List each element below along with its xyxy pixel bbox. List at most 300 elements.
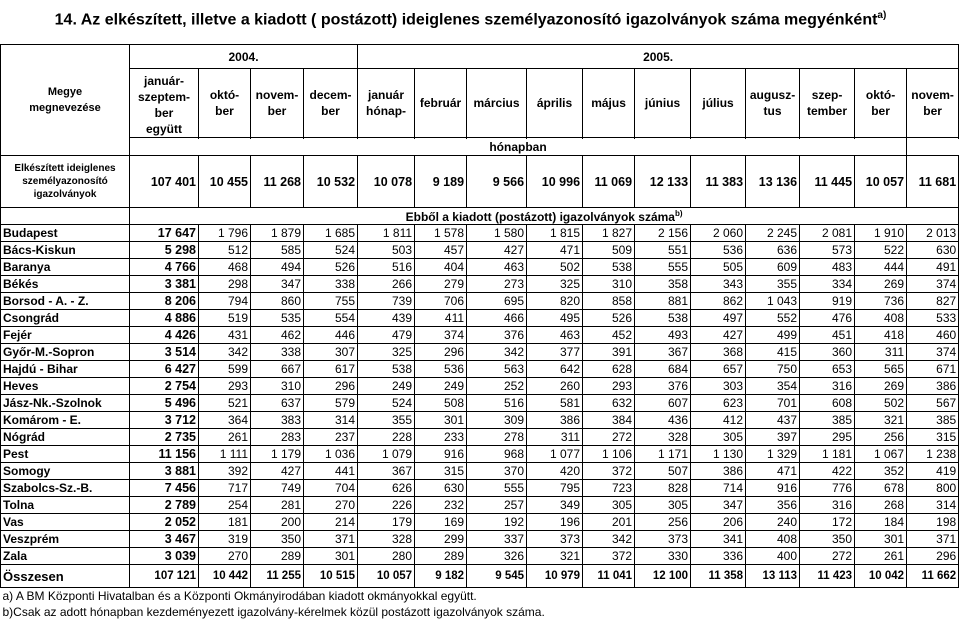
county-row-cell: 714 (691, 480, 746, 497)
made-value-cell: 107 401 (130, 156, 199, 208)
county-row-cell: 563 (467, 361, 527, 378)
county-row-cell: 536 (415, 361, 467, 378)
county-row-cell: 326 (467, 548, 527, 565)
county-row-cell: 196 (527, 514, 583, 531)
county-row-cell: 881 (635, 293, 691, 310)
county-row-cell: 296 (415, 344, 467, 361)
county-row-cell: 198 (907, 514, 959, 531)
county-row-cell: 309 (467, 412, 527, 429)
county-row-cell: 386 (691, 463, 746, 480)
county-row-cell: 2 060 (691, 225, 746, 242)
county-row-cell: 2 754 (130, 378, 199, 395)
county-row-cell: 567 (907, 395, 959, 412)
county-row-cell: 446 (304, 327, 358, 344)
total-row (1, 565, 959, 588)
county-row-cell: 2 735 (130, 429, 199, 446)
county-row-cell: 272 (583, 429, 635, 446)
county-row-label: Szabolcs-Sz.-B. (1, 480, 130, 497)
county-row-cell: 261 (199, 429, 251, 446)
county-row-cell: 358 (635, 276, 691, 293)
county-row-cell: 384 (583, 412, 635, 429)
county-row (1, 429, 959, 446)
county-row-cell: 4 426 (130, 327, 199, 344)
county-row-cell: 307 (304, 344, 358, 361)
county-row-cell: 350 (251, 531, 304, 548)
county-row-cell: 270 (304, 497, 358, 514)
made-label-line2: személyazonosító (22, 176, 108, 187)
county-row-cell: 585 (251, 242, 304, 259)
county-row-cell: 5 298 (130, 242, 199, 259)
honapban-header: hónapban (130, 138, 907, 156)
county-row-cell: 671 (907, 361, 959, 378)
county-row-cell: 739 (358, 293, 415, 310)
county-row (1, 531, 959, 548)
county-row-cell: 201 (583, 514, 635, 531)
county-row-cell: 776 (800, 480, 855, 497)
county-row-cell: 516 (467, 395, 527, 412)
county-row-cell: 377 (527, 344, 583, 361)
county-row-cell: 316 (800, 497, 855, 514)
county-row-cell: 386 (527, 412, 583, 429)
county-row-cell: 493 (635, 327, 691, 344)
county-row-cell: 404 (415, 259, 467, 276)
county-row-cell: 373 (527, 531, 583, 548)
made-value-cell: 10 996 (527, 156, 583, 208)
county-row-cell: 200 (251, 514, 304, 531)
county-row-cell: 521 (199, 395, 251, 412)
county-row-cell: 296 (907, 548, 959, 565)
county-row-cell: 392 (199, 463, 251, 480)
made-value-cell: 10 057 (855, 156, 907, 208)
county-row (1, 378, 959, 395)
county-header-line1: Megye (47, 86, 83, 98)
county-row-cell: 828 (635, 480, 691, 497)
county-row-cell: 462 (251, 327, 304, 344)
county-row-cell: 565 (855, 361, 907, 378)
county-row-cell: 632 (583, 395, 635, 412)
county-row (1, 293, 959, 310)
county-row-cell: 524 (304, 242, 358, 259)
county-row-cell: 376 (467, 327, 527, 344)
county-row (1, 514, 959, 531)
county-row-cell: 350 (800, 531, 855, 548)
county-row-cell: 678 (855, 480, 907, 497)
county-row (1, 497, 959, 514)
county-row-cell: 642 (527, 361, 583, 378)
county-row-cell: 355 (358, 412, 415, 429)
county-row-cell: 310 (251, 378, 304, 395)
county-row-cell: 436 (635, 412, 691, 429)
county-row (1, 276, 959, 293)
county-row-cell: 497 (691, 310, 746, 327)
county-row-cell: 552 (746, 310, 800, 327)
county-row-cell: 237 (304, 429, 358, 446)
county-row-cell: 314 (304, 412, 358, 429)
county-row-cell: 3 514 (130, 344, 199, 361)
county-row-cell: 466 (467, 310, 527, 327)
county-row-cell: 349 (527, 497, 583, 514)
county-row-cell: 270 (199, 548, 251, 565)
county-row-cell: 385 (800, 412, 855, 429)
county-row-cell: 516 (358, 259, 415, 276)
county-row-cell: 311 (855, 344, 907, 361)
month-2004-0-header (199, 69, 251, 138)
county-row-cell: 495 (527, 310, 583, 327)
county-row-cell: 483 (800, 259, 855, 276)
month-2005-10-header-line2: ber (923, 104, 942, 118)
county-row-cell: 555 (467, 480, 527, 497)
county-row-label: Heves (1, 378, 130, 395)
county-row-cell: 289 (415, 548, 467, 565)
total-row-cell: 10 042 (855, 565, 907, 588)
county-row-cell: 2 789 (130, 497, 199, 514)
county-row-cell: 4 886 (130, 310, 199, 327)
total-row-label: Összesen (1, 565, 130, 588)
month-2005-9-header-line1: októ- (865, 88, 896, 102)
county-row-cell: 316 (800, 378, 855, 395)
county-row (1, 361, 959, 378)
county-row-cell: 491 (907, 259, 959, 276)
county-row-cell: 479 (358, 327, 415, 344)
county-row-cell: 338 (304, 276, 358, 293)
county-row-cell: 391 (583, 344, 635, 361)
county-row-label: Bács-Kiskun (1, 242, 130, 259)
county-row-cell: 4 766 (130, 259, 199, 276)
month-2005-3-header (527, 69, 583, 138)
county-row-cell: 372 (583, 548, 635, 565)
county-row-cell: 862 (691, 293, 746, 310)
county-row-cell: 502 (527, 259, 583, 276)
county-row (1, 548, 959, 565)
county-row-cell: 400 (746, 548, 800, 565)
county-row (1, 327, 959, 344)
county-row-cell: 494 (251, 259, 304, 276)
county-row-cell: 522 (855, 242, 907, 259)
month-2005-3-header-line1: április (536, 96, 573, 110)
county-row-cell: 422 (800, 463, 855, 480)
county-row-cell: 374 (907, 276, 959, 293)
total-row-cell: 107 121 (130, 565, 199, 588)
county-row-cell: 279 (415, 276, 467, 293)
county-row-cell: 321 (855, 412, 907, 429)
made-value-cell: 11 268 (251, 156, 304, 208)
county-row-cell: 352 (855, 463, 907, 480)
county-row-cell: 3 381 (130, 276, 199, 293)
county-row-cell: 293 (199, 378, 251, 395)
county-row-cell: 376 (635, 378, 691, 395)
county-row-cell: 1 077 (527, 446, 583, 463)
total-row-cell: 13 113 (746, 565, 800, 588)
county-row-cell: 695 (467, 293, 527, 310)
county-row-cell: 427 (691, 327, 746, 344)
made-label-line3: igazolványok (33, 189, 97, 200)
county-row-cell: 499 (746, 327, 800, 344)
county-row-cell: 3 039 (130, 548, 199, 565)
county-row-cell: 7 456 (130, 480, 199, 497)
county-row-cell: 368 (691, 344, 746, 361)
county-row-cell: 325 (527, 276, 583, 293)
county-row-cell: 289 (251, 548, 304, 565)
county-row-cell: 254 (199, 497, 251, 514)
county-row-cell: 172 (800, 514, 855, 531)
county-row-cell: 630 (907, 242, 959, 259)
county-row-cell: 6 427 (130, 361, 199, 378)
county-row (1, 344, 959, 361)
county-row-cell: 266 (358, 276, 415, 293)
total-row-cell: 12 100 (635, 565, 691, 588)
county-row-cell: 607 (635, 395, 691, 412)
county-row (1, 259, 959, 276)
month-2004-1-header-line1: novem- (255, 88, 299, 102)
county-row-cell: 460 (907, 327, 959, 344)
county-row-cell: 334 (800, 276, 855, 293)
county-row-cell: 463 (467, 259, 527, 276)
county-row-cell: 617 (304, 361, 358, 378)
month-2005-7-header (746, 69, 800, 138)
county-row-label: Jász-Nk.-Szolnok (1, 395, 130, 412)
county-row-cell: 256 (635, 514, 691, 531)
county-row-cell: 468 (199, 259, 251, 276)
county-row-cell: 192 (467, 514, 527, 531)
jan-sep-header (130, 69, 199, 138)
jan-sep-line1: január- (143, 74, 184, 88)
county-row-cell: 408 (746, 531, 800, 548)
county-row-cell: 508 (415, 395, 467, 412)
county-row-cell: 301 (855, 531, 907, 548)
county-row-cell: 328 (635, 429, 691, 446)
county-row-cell: 273 (467, 276, 527, 293)
county-row-label: Győr-M.-Sopron (1, 344, 130, 361)
county-row-cell: 311 (527, 429, 583, 446)
county-row-cell: 418 (855, 327, 907, 344)
county-row-cell: 505 (691, 259, 746, 276)
month-2005-6-header-line1: július (702, 96, 734, 110)
county-row-cell: 184 (855, 514, 907, 531)
county-row-cell: 919 (800, 293, 855, 310)
county-row-cell: 573 (800, 242, 855, 259)
county-row-cell: 355 (746, 276, 800, 293)
total-row-cell: 10 515 (304, 565, 358, 588)
county-row-cell: 1 036 (304, 446, 358, 463)
month-2005-1-header (415, 69, 467, 138)
county-row-cell: 303 (691, 378, 746, 395)
county-row-cell: 457 (415, 242, 467, 259)
county-row-cell: 536 (691, 242, 746, 259)
county-row (1, 242, 959, 259)
made-value-cell: 11 445 (800, 156, 855, 208)
county-row-cell: 1 815 (527, 225, 583, 242)
county-row-cell: 336 (691, 548, 746, 565)
county-row-label: Vas (1, 514, 130, 531)
county-row-cell: 2 156 (635, 225, 691, 242)
total-row-cell: 11 358 (691, 565, 746, 588)
county-row-cell: 319 (199, 531, 251, 548)
county-row-cell: 281 (251, 497, 304, 514)
county-row-cell: 8 206 (130, 293, 199, 310)
county-row-cell: 385 (907, 412, 959, 429)
county-row-cell: 280 (358, 548, 415, 565)
county-row-cell: 419 (907, 463, 959, 480)
month-2005-5-header (635, 69, 691, 138)
ebbol-note: b) (674, 208, 683, 218)
county-row-cell: 1 685 (304, 225, 358, 242)
county-row-cell: 256 (855, 429, 907, 446)
county-row-cell: 228 (358, 429, 415, 446)
county-row-cell: 916 (746, 480, 800, 497)
county-row-cell: 364 (199, 412, 251, 429)
county-row-cell: 367 (358, 463, 415, 480)
county-row-label: Nógrád (1, 429, 130, 446)
county-row-cell: 437 (746, 412, 800, 429)
county-header-line2: megnevezése (29, 102, 101, 114)
ebbol-header (130, 208, 959, 225)
county-row-cell: 347 (251, 276, 304, 293)
month-2005-4-header-line1: május (591, 96, 626, 110)
ebbol-text: Ebből a kiadott (postázott) igazolványok száma (405, 209, 675, 224)
county-row-cell: 579 (304, 395, 358, 412)
county-row-cell: 736 (855, 293, 907, 310)
county-row-cell: 3 467 (130, 531, 199, 548)
county-row-cell: 463 (527, 327, 583, 344)
county-row-cell: 507 (635, 463, 691, 480)
county-row-cell: 374 (415, 327, 467, 344)
county-row-cell: 827 (907, 293, 959, 310)
county-row-cell: 249 (358, 378, 415, 395)
county-row-label: Somogy (1, 463, 130, 480)
county-row-cell: 252 (467, 378, 527, 395)
total-row-cell: 11 041 (583, 565, 635, 588)
county-row-cell: 755 (304, 293, 358, 310)
county-row-cell: 533 (907, 310, 959, 327)
county-row-cell: 3 712 (130, 412, 199, 429)
month-2005-8-header (800, 69, 855, 138)
county-row-cell: 1 111 (199, 446, 251, 463)
county-row-cell: 315 (907, 429, 959, 446)
county-row-label: Zala (1, 548, 130, 565)
county-row-label: Csongrád (1, 310, 130, 327)
county-row-cell: 2 013 (907, 225, 959, 242)
county-row-cell: 538 (635, 310, 691, 327)
county-header (1, 45, 130, 156)
county-row-cell: 820 (527, 293, 583, 310)
county-row-cell: 1 796 (199, 225, 251, 242)
county-row-cell: 272 (800, 548, 855, 565)
egyutt-label: együtt (146, 122, 182, 136)
made-value-cell: 10 532 (304, 156, 358, 208)
county-row-cell: 555 (635, 259, 691, 276)
county-row-cell: 609 (746, 259, 800, 276)
county-row-cell: 441 (304, 463, 358, 480)
county-row-cell: 657 (691, 361, 746, 378)
county-row-cell: 301 (415, 412, 467, 429)
county-row-cell: 206 (691, 514, 746, 531)
county-row-cell: 701 (746, 395, 800, 412)
made-value-cell: 12 133 (635, 156, 691, 208)
county-row-cell: 427 (251, 463, 304, 480)
jan-sep-line2: szeptem- (137, 90, 190, 104)
county-row-cell: 968 (467, 446, 527, 463)
county-row-label: Tolna (1, 497, 130, 514)
county-row-cell: 704 (304, 480, 358, 497)
county-row (1, 310, 959, 327)
county-row-cell: 512 (199, 242, 251, 259)
total-row-cell: 10 442 (199, 565, 251, 588)
month-2005-1-header-line1: február (419, 96, 462, 110)
made-value-cell: 11 069 (583, 156, 635, 208)
county-row-cell: 226 (358, 497, 415, 514)
county-row-cell: 476 (800, 310, 855, 327)
county-row-cell: 706 (415, 293, 467, 310)
county-row-cell: 342 (583, 531, 635, 548)
county-row-cell: 305 (583, 497, 635, 514)
made-value-cell: 13 136 (746, 156, 800, 208)
county-row-cell: 1 238 (907, 446, 959, 463)
county-row-cell: 2 081 (800, 225, 855, 242)
county-row-cell: 11 156 (130, 446, 199, 463)
county-row-cell: 538 (583, 259, 635, 276)
county-row-cell: 370 (467, 463, 527, 480)
made-label-line1: Elkészített ideiglenes (14, 163, 116, 174)
month-2005-0-header-line2: hónap- (366, 104, 407, 118)
county-row-label: Pest (1, 446, 130, 463)
county-row (1, 446, 959, 463)
county-row-cell: 509 (583, 242, 635, 259)
county-row-label: Baranya (1, 259, 130, 276)
total-row-cell: 11 255 (251, 565, 304, 588)
county-row-cell: 626 (358, 480, 415, 497)
year-2005-header: 2005. (358, 45, 959, 69)
county-row-cell: 342 (199, 344, 251, 361)
county-row-cell: 630 (415, 480, 467, 497)
month-2005-6-header (691, 69, 746, 138)
county-row-cell: 232 (415, 497, 467, 514)
county-row-cell: 233 (415, 429, 467, 446)
county-row-cell: 427 (467, 242, 527, 259)
county-row (1, 395, 959, 412)
county-row-cell: 636 (746, 242, 800, 259)
county-row-cell: 343 (691, 276, 746, 293)
county-row-cell: 283 (251, 429, 304, 446)
county-row-cell: 581 (527, 395, 583, 412)
county-row-cell: 794 (199, 293, 251, 310)
county-row-cell: 169 (415, 514, 467, 531)
county-row-cell: 214 (304, 514, 358, 531)
county-row-cell: 684 (635, 361, 691, 378)
county-row-cell: 628 (583, 361, 635, 378)
county-row-cell: 3 881 (130, 463, 199, 480)
county-row-cell: 249 (415, 378, 467, 395)
county-row-cell: 278 (467, 429, 527, 446)
county-row-cell: 717 (199, 480, 251, 497)
month-2004-2-header-line2: ber (321, 104, 340, 118)
county-row-cell: 269 (855, 378, 907, 395)
county-row-cell: 1 578 (415, 225, 467, 242)
made-value-cell: 9 189 (415, 156, 467, 208)
county-row-cell: 538 (358, 361, 415, 378)
county-row (1, 225, 959, 242)
county-row-cell: 858 (583, 293, 635, 310)
county-row-cell: 374 (907, 344, 959, 361)
county-row-cell: 623 (691, 395, 746, 412)
county-row-cell: 1 079 (358, 446, 415, 463)
made-row-label (1, 156, 130, 208)
month-2004-1-header (251, 69, 304, 138)
title-text: 14. Az elkészített, illetve a kiadott ( postázott) ideiglenes személyazonosító igazolványok száma megyénként (54, 11, 878, 29)
county-row-cell: 371 (907, 531, 959, 548)
county-row-cell: 637 (251, 395, 304, 412)
month-2005-7-header-line2: tus (763, 104, 782, 118)
month-2005-0-header-line1: január (368, 88, 405, 102)
